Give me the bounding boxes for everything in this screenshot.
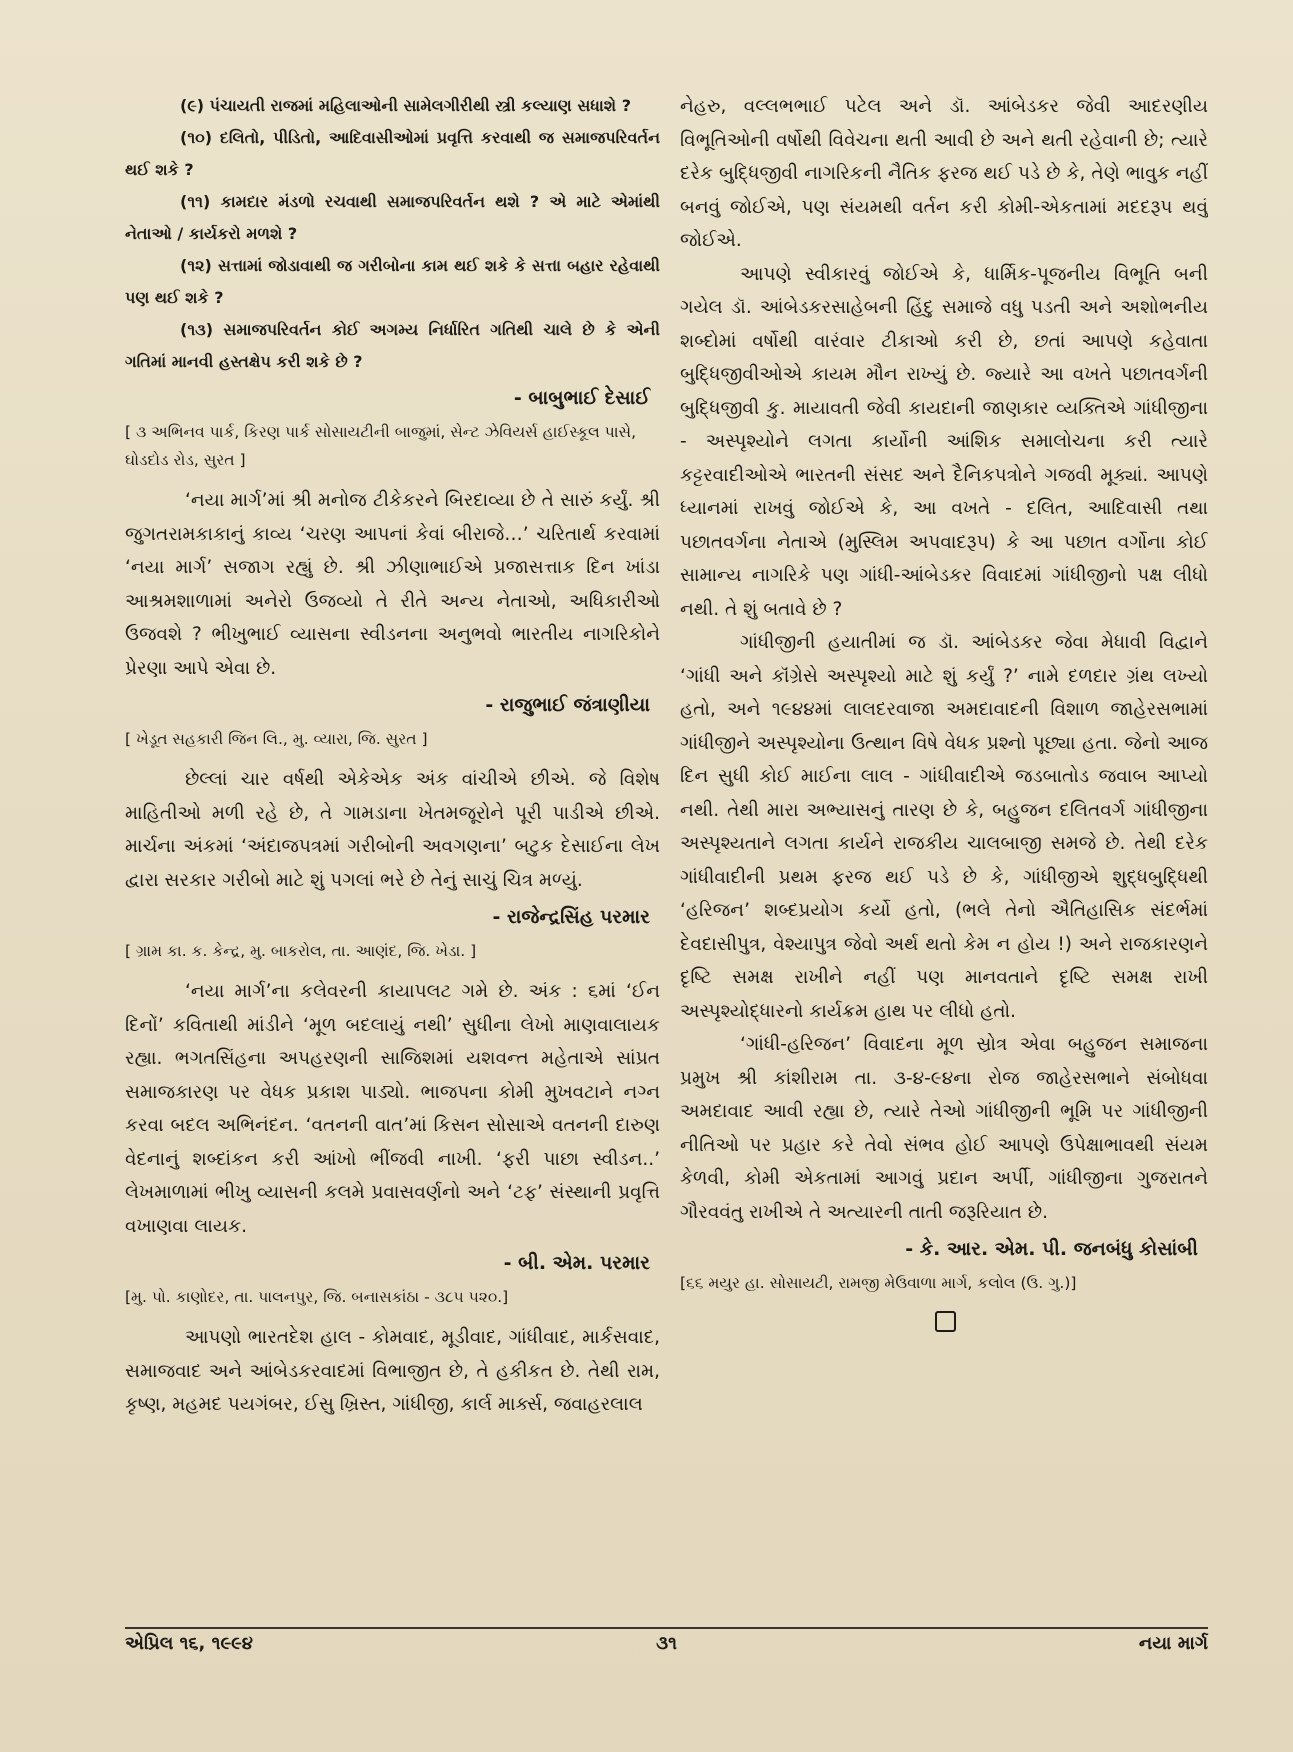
left-column: [125, 90, 660, 1622]
question-11: (૧૧) કામદાર મંડળો રચવાથી સમાજપરિવર્તન થશે ? એ માટે એમાંથી નેતાઓ / કાર્યકરો મળશે ?: [125, 192, 660, 243]
page-footer: [125, 1633, 1208, 1663]
end-mark-square-icon: [935, 1311, 956, 1332]
signature-kosambi: - કે. આર. એમ. પી. જનબંધુ કોસાંબી: [905, 1238, 1198, 1260]
address-bm-parmar: [મુ. પો. કાણોદર, તા. પાલનપુર, જિ. બનાસકાંઠા - ૩૮૫ ૫૨૦.]: [125, 1288, 509, 1306]
question-13: (૧૩) સમાજપરિવર્તન કોઈ અગમ્ય નિર્ધારિત ગતિથી ચાલે છે કે એની ગતિમાં માનવી હસ્તક્ષેપ કરી શકે છે ?: [125, 320, 660, 371]
page-number: ૩૧: [656, 1633, 677, 1654]
question-9: (૯) પંચાયતી રાજમાં મહિલાઓની સામેલગીરીથી સ્ત્રી કલ્યાણ સધાશે ?: [180, 96, 631, 115]
letter-paragraph: ‘નયા માર્ગ’માં શ્રી મનોજ ટીકેકરને બિરદાવ્યા છે તે સારું કર્યું. શ્રી જુગતરામકાકાનું કાવ્ય ‘ચરણ આપનાં કેવાં બીરાજે…’ ચરિતાર્થ કરવામાં ‘નયા માર્ગ’ સજાગ રહ્યું છે. શ્રી ઝીણાભાઈએ પ્રજાસત્તાક દિન ખાંડા આશ્રમશાળામાં અનેરો ઉજવ્યો તે રીતે અન્ય નેતાઓ, અધિકારીઓ ઉજવશે ? ભીખુભાઈ વ્યાસના સ્વીડનના અનુભવો ભારતીય નાગરિકોને પ્રેરણા આપે એવા છે.: [125, 490, 660, 679]
signature-rajendrasinh: - રાજેન્દ્રસિંહ પરમાર: [492, 906, 650, 928]
question-12: (૧૨) સત્તામાં જોડાવાથી જ ગરીબોના કામ થઈ શકે કે સત્તા બહાર રહેવાથી પણ થઈ શકે ?: [125, 256, 660, 307]
letter-paragraph: ‘નયા માર્ગ’ના કલેવરની કાયાપલટ ગમે છે. અંક : ૬માં ‘ઈન દિનોં’ કવિતાથી માંડીને ‘મૂળ બદલાયું નથી’ સુધીના લેખો માણવાલાયક રહ્યા. ભગતસિંહના અપહરણની સાજિશમાં યશવન્ત મહેતાએ સાંપ્રત સમાજકારણ પર વેધક પ્રકાશ પાડ્યો. ભાજપના કોમી મુખવટાને નગ્ન કરવા બદલ અભિનંદન. ‘વતનની વાત’માં કિસન સોસાએ વતનની દારુણ વેદનાનું શબ્દાંકન કરી આંખો ભીંજવી નાખી. ‘ફરી પાછા સ્વીડન..’ લેખમાળામાં ભીખુ વ્યાસની કલમે પ્રવાસવર્ણનો અને ‘ટફ’ સંસ્થાની પ્રવૃત્તિ વખાણવા લાયક.: [125, 981, 660, 1237]
letter-paragraph: આપણે સ્વીકારવું જોઈએ કે, ધાર્મિક-પૂજનીય વિભૂતિ બની ગયેલ ડૉ. આંબેડકરસાહેબની હિંદુ સમાજે વધુ પડતી અને અશોભનીય શબ્દોમાં વર્ષોથી વારંવાર ટીકાઓ કરી છે, છતાં આપણે કહેવાતા બુદ્ધિજીવીઓએ કાયમ મૌન રાખ્યું છે. જ્યારે આ વખતે પછાતવર્ગની બુદ્ધિજીવી કુ. માયાવતી જેવી કાયદાની જાણકાર વ્યક્તિએ ગાંધીજીના - અસ્પૃશ્યોને લગતા કાર્યોની આંશિક સમાલોચના કરી ત્યારે કટ્ટરવાદીઓએ ભારતની સંસદ અને દૈનિકપત્રોને ગજવી મૂક્યાં. આપણે ધ્યાનમાં રાખવું જોઈએ કે, આ વખતે - દલિત, આદિવાસી તથા પછાતવર્ગના નેતાએ (મુસ્લિમ અપવાદરૂપ) કે આ પછાત વર્ગોના કોઈ સામાન્ય નાગરિકે પણ ગાંધી-આંબેડકર વિવાદમાં ગાંધીજીનો પક્ષ લીધો નથી. તે શું બતાવે છે ?: [680, 263, 1208, 620]
letter-paragraph: આપણો ભારતદેશ હાલ - કોમવાદ, મૂડીવાદ, ગાંધીવાદ, માર્કસવાદ, સમાજવાદ અને આંબેડકરવાદમાં વિભાજીત છે, તે હકીકત છે. તેથી રામ, કૃષ્ણ, મહમદ પયગંબર, ઈસુ ખ્રિસ્ત, ગાંધીજી, કાર્લ માર્ક્સ, જવાહરલાલ: [125, 1327, 660, 1415]
question-10: (૧૦) દલિતો, પીડિતો, આદિવાસીઓમાં પ્રવૃત્તિ કરવાથી જ સમાજપરિવર્તન થઈ શકે ?: [125, 128, 660, 179]
issue-date: એપ્રિલ ૧૬, ૧૯૯૪: [125, 1633, 253, 1654]
signature-rajubhai: - રાજુભાઈ જંત્રાણીયા: [485, 694, 650, 716]
letter-paragraph: ‘ગાંધી-હરિજન’ વિવાદના મૂળ સ્રોત્ર એવા બહુજન સમાજના પ્રમુખ શ્રી કાંશીરામ તા. ૩-૪-૯૪ના રોજ જાહેરસભાને સંબોધવા અમદાવાદ આવી રહ્યા છે, ત્યારે તેઓ ગાંધીજીની ભૂમિ પર ગાંધીજીની નીતિઓ પર પ્રહાર કરે તેવો સંભવ હોઈ આપણે ઉપેક્ષાભાવથી સંયમ કેળવી, કોમી એકતામાં આગવું પ્રદાન અર્પી, ગાંધીજીના ગુજરાતને ગૌરવવંતુ રાખીએ તે અત્યારની તાતી જરૂરિયાત છે.: [680, 1034, 1208, 1223]
magazine-name: નયા માર્ગ: [1138, 1633, 1208, 1654]
letter-paragraph: ગાંધીજીની હયાતીમાં જ ડૉ. આંબેડકર જેવા મેધાવી વિદ્વાને ‘ગાંધી અને કૉંગ્રેસે અસ્પૃશ્યો માટે શું કર્યું ?’ નામે દળદાર ગ્રંથ લખ્યો હતો, અને ૧૯૪૪માં લાલદરવાજા અમદાવાદની વિશાળ જાહેરસભામાં ગાંધીજીને અસ્પૃશ્યોના ઉત્થાન વિષે વેધક પ્રશ્નો પૂછ્યા હતા. જેનો આજ દિન સુધી કોઈ માઈના લાલ - ગાંધીવાદીએ જડબાતોડ જવાબ આપ્યો નથી. તેથી મારા અભ્યાસનું તારણ છે કે, બહુજન દલિતવર્ગ ગાંધીજીના અસ્પૃશ્યતાને લગતા કાર્યને રાજકીય ચાલબાજી સમજે છે. તેથી દરેક ગાંધીવાદીની પ્રથમ ફરજ થઈ પડે છે કે, ગાંધીજીએ શુદ્ધબુદ્ધિથી ‘હરિજન’ શબ્દપ્રયોગ કર્યો હતો, (ભલે તેનો ઐતિહાસિક સંદર્ભમાં દેવદાસીપુત્ર, વેશ્યાપુત્ર જેવો અર્થ થતો કેમ ન હોય !) અને રાજકારણને દૃષ્ટિ સમક્ષ રાખીને નહીં પણ માનવતાને દૃષ્ટિ સમક્ષ રાખી અસ્પૃશ્યોદ્ધારનો કાર્યક્રમ હાથ પર લીધો હતો.: [680, 632, 1208, 1022]
address-rajubhai: [ ખેડૂત સહકારી જિન લિ., મુ. વ્યારા, જિ. સુરત ]: [125, 730, 428, 748]
address-rajendrasinh: [ ગ્રામ કા. ક. કેન્દ્ર, મુ. બાકરોલ, તા. આણંદ, જિ. ખેડા. ]: [125, 942, 477, 960]
signature-bm-parmar: - બી. એમ. પરમાર: [503, 1252, 650, 1274]
right-column: [680, 90, 1208, 1622]
signature-babubhai: - બાબુભાઈ દેસાઈ: [513, 387, 650, 409]
address-kosambi: [૬૬ મયુર હા. સોસાયટી, રામજી મેઉવાળા માર્ગ, કલોલ (ઉ. ગુ.)]: [680, 1274, 1077, 1292]
address-babubhai: [ ૩ અભિનવ પાર્ક, કિરણ પાર્ક સોસાયટીની બાજુમાં, સેન્ટ ઝેવિયર્સ હાઈસ્કૂલ પાસે, ઘોડદોડ રોડ, સુરત ]: [125, 423, 637, 469]
footer-divider: [125, 1627, 1208, 1629]
letter-paragraph-continued: નેહરુ, વલ્લભભાઈ પટેલ અને ડૉ. આંબેડકર જેવી આદરણીય વિભૂતિઓની વર્ષોથી વિવેચના થતી આવી છે અને થતી રહેવાની છે; ત્યારે દરેક બુદ્ધિજીવી નાગરિકની નૈતિક ફરજ થઈ પડે છે કે, તેણે ભાવુક નહીં બનવું જોઈએ, પણ સંયમથી વર્તન કરી કોમી-એકતામાં મદદરૂપ થવું જોઈએ.: [680, 96, 1208, 251]
letter-paragraph: છેલ્લાં ચાર વર્ષથી એકેએક અંક વાંચીએ છીએ. જે વિશેષ માહિતીઓ મળી રહે છે, તે ગામડાના ખેતમજૂરોને પૂરી પાડીએ છીએ. માર્ચના અંકમાં ‘અંદાજપત્રમાં ગરીબોની અવગણના’ બટુક દેસાઈના લેખ દ્વારા સરકાર ગરીબો માટે શું પગલાં ભરે છે તેનું સાચું ચિત્ર મળ્યું.: [125, 769, 660, 891]
